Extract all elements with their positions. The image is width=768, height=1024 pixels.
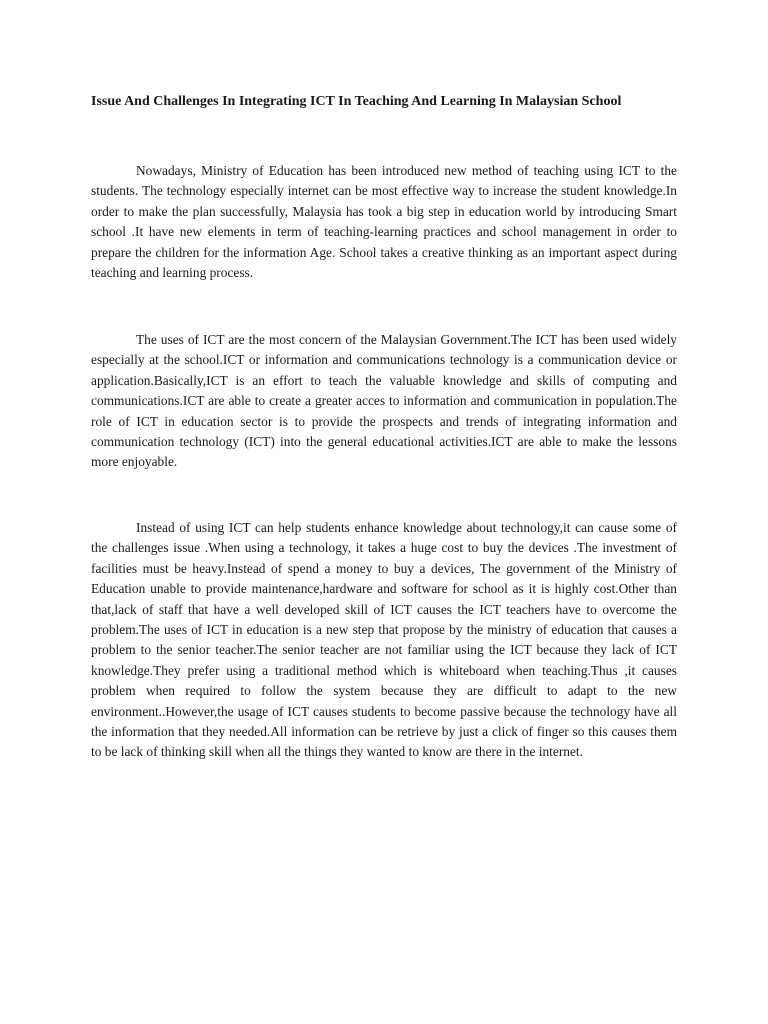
paragraph-introduction: Nowadays, Ministry of Education has been introduced new method of teaching using ICT to the students. The technology especially internet can be most effective way to increase the student knowledge.In order to make the plan successfully, Malaysia has took a big step in education world by introducing Smart school .It have new elements in term of teaching-learning practices and school management in order to prepare the children for the information Age. School takes a creative thinking as an important aspect during teaching and learning process. (91, 163, 677, 281)
paragraph-uses-of-ict: The uses of ICT are the most concern of the Malaysian Government.The ICT has been used widely especially at the school.ICT or information and communications technology is a communication device or application.Basically,ICT is an effort to teach the valuable knowledge and skills of computing and communications.ICT are able to create a greater acces to information and communication in population.The role of ICT in education sector is to provide the prospects and trends of integrating information and communication technology (ICT) into the general educational activities.ICT are able to make the lessons more enjoyable. (91, 332, 677, 470)
document-title: Issue And Challenges In Integrating ICT In Teaching And Learning In Malaysian School (91, 94, 622, 109)
paragraph-challenges: Instead of using ICT can help students enhance knowledge about technology,it can cause some of the challenges issue .When using a technology, it takes a huge cost to buy the devices .The investment of facilities must be heavy.Instead of spend a money to buy a devices, The government of the Ministry of Education unable to provide maintenance,hardware and software for school as it is highly cost.Other than that,lack of staff that have a well developed skill of ICT causes the ICT teachers have to overcome the problem.The uses of ICT in education is a new step that propose by the ministry of education that causes a problem to the senior teacher.The senior teacher are not familiar using the ICT because they lack of ICT knowledge.They prefer using a traditional method which is whiteboard when teaching.Thus ,it causes problem when required to follow the system because they are difficult to adapt to the new environment..However,the usage of ICT causes students to become passive because the technology have all the information that they needed.All information can be retrieve by just a click of finger so this causes them to be lack of thinking skill when all the things they wanted to know are there in the internet. (91, 520, 677, 760)
